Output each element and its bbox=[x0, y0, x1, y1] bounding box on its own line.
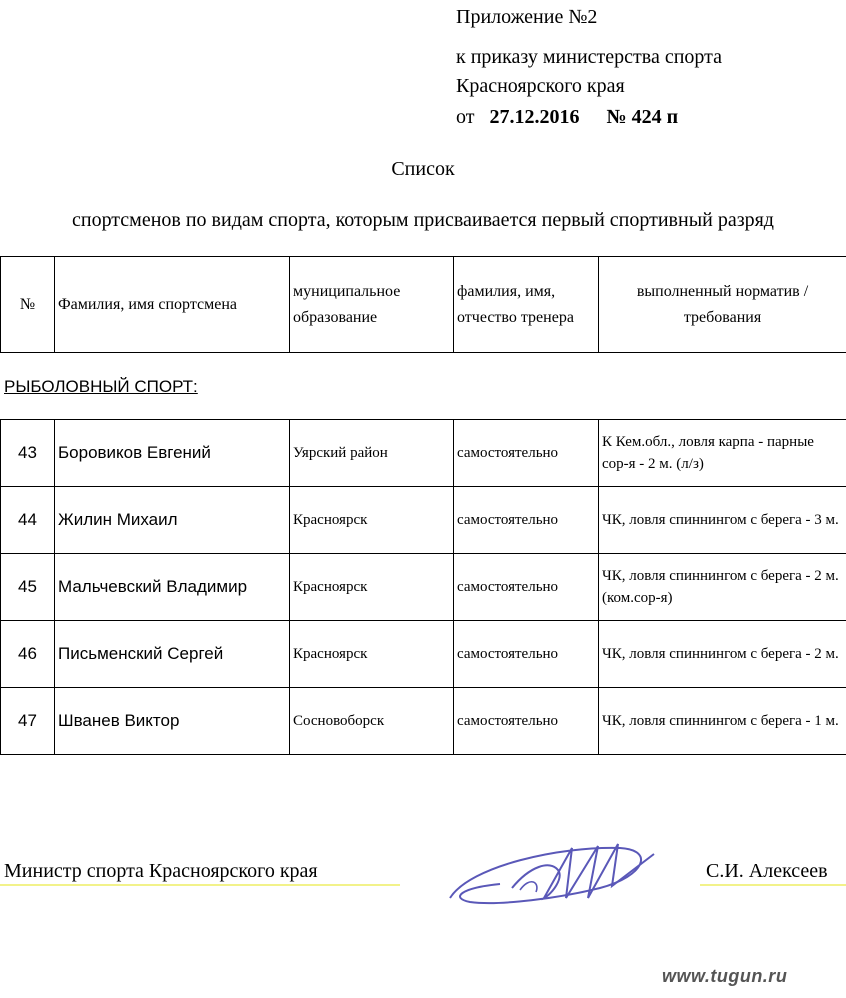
row-municipality: Красноярск bbox=[290, 554, 454, 621]
row-municipality: Красноярск bbox=[290, 621, 454, 688]
row-norm: ЧК, ловля спиннингом с берега - 2 м. (ком.сор-я) bbox=[599, 554, 846, 621]
row-num: 45 bbox=[1, 554, 55, 621]
order-date: 27.12.2016 bbox=[489, 106, 580, 128]
underline-highlight-right bbox=[700, 884, 846, 886]
table-row bbox=[1, 621, 846, 688]
row-municipality: Сосновоборск bbox=[290, 688, 454, 755]
row-num: 46 bbox=[1, 621, 55, 688]
signature-image bbox=[440, 826, 670, 926]
table-row bbox=[1, 420, 846, 487]
table-row bbox=[1, 487, 846, 554]
row-num: 43 bbox=[1, 420, 55, 487]
signatory-name: С.И. Алексеев bbox=[706, 860, 828, 882]
order-date-line bbox=[456, 106, 678, 129]
header-municipality: муниципальное образование bbox=[290, 257, 454, 353]
header-row bbox=[1, 257, 846, 353]
order-number: № 424 п bbox=[606, 106, 679, 128]
minister-position: Министр спорта Красноярского края bbox=[4, 860, 318, 882]
row-norm: К Кем.обл., ловля карпа - парные сор-я - 2 м. (л/з) bbox=[599, 420, 846, 487]
document-subtitle: спортсменов по видам спорта, которым присваивается первый спортивный разряд bbox=[71, 209, 774, 231]
header-name: Фамилия, имя спортсмена bbox=[55, 257, 290, 353]
header-coach: фамилия, имя, отчество тренера bbox=[454, 257, 599, 353]
row-athlete-name: Шванев Виктор bbox=[55, 688, 290, 755]
athletes-table bbox=[0, 419, 846, 755]
header-norm: выполненный норматив /требования bbox=[599, 257, 846, 353]
header-table bbox=[0, 256, 846, 353]
row-coach: самостоятельно bbox=[454, 621, 599, 688]
document-title: Список bbox=[391, 158, 455, 180]
section-label: РЫБОЛОВНЫЙ СПОРТ: bbox=[4, 377, 198, 396]
table-row bbox=[1, 688, 846, 755]
row-athlete-name: Мальчевский Владимир bbox=[55, 554, 290, 621]
table-row bbox=[1, 554, 846, 621]
row-municipality: Красноярск bbox=[290, 487, 454, 554]
order-line-1: к приказу министерства спорта bbox=[456, 46, 723, 68]
row-coach: самостоятельно bbox=[454, 487, 599, 554]
order-line-2: Красноярского края bbox=[456, 75, 625, 97]
row-coach: самостоятельно bbox=[454, 554, 599, 621]
header-num: № bbox=[1, 257, 55, 353]
row-num: 47 bbox=[1, 688, 55, 755]
from-label: от bbox=[456, 106, 475, 128]
row-athlete-name: Боровиков Евгений bbox=[55, 420, 290, 487]
row-municipality: Уярский район bbox=[290, 420, 454, 487]
row-norm: ЧК, ловля спиннингом с берега - 2 м. bbox=[599, 621, 846, 688]
watermark-text: www.tugun.ru bbox=[662, 966, 788, 986]
row-coach: самостоятельно bbox=[454, 420, 599, 487]
row-athlete-name: Письменский Сергей bbox=[55, 621, 290, 688]
row-norm: ЧК, ловля спиннингом с берега - 1 м. bbox=[599, 688, 846, 755]
underline-highlight bbox=[0, 884, 400, 886]
row-num: 44 bbox=[1, 487, 55, 554]
row-coach: самостоятельно bbox=[454, 688, 599, 755]
row-athlete-name: Жилин Михаил bbox=[55, 487, 290, 554]
appendix-label: Приложение №2 bbox=[456, 6, 598, 28]
row-norm: ЧК, ловля спиннингом с берега - 3 м. bbox=[599, 487, 846, 554]
